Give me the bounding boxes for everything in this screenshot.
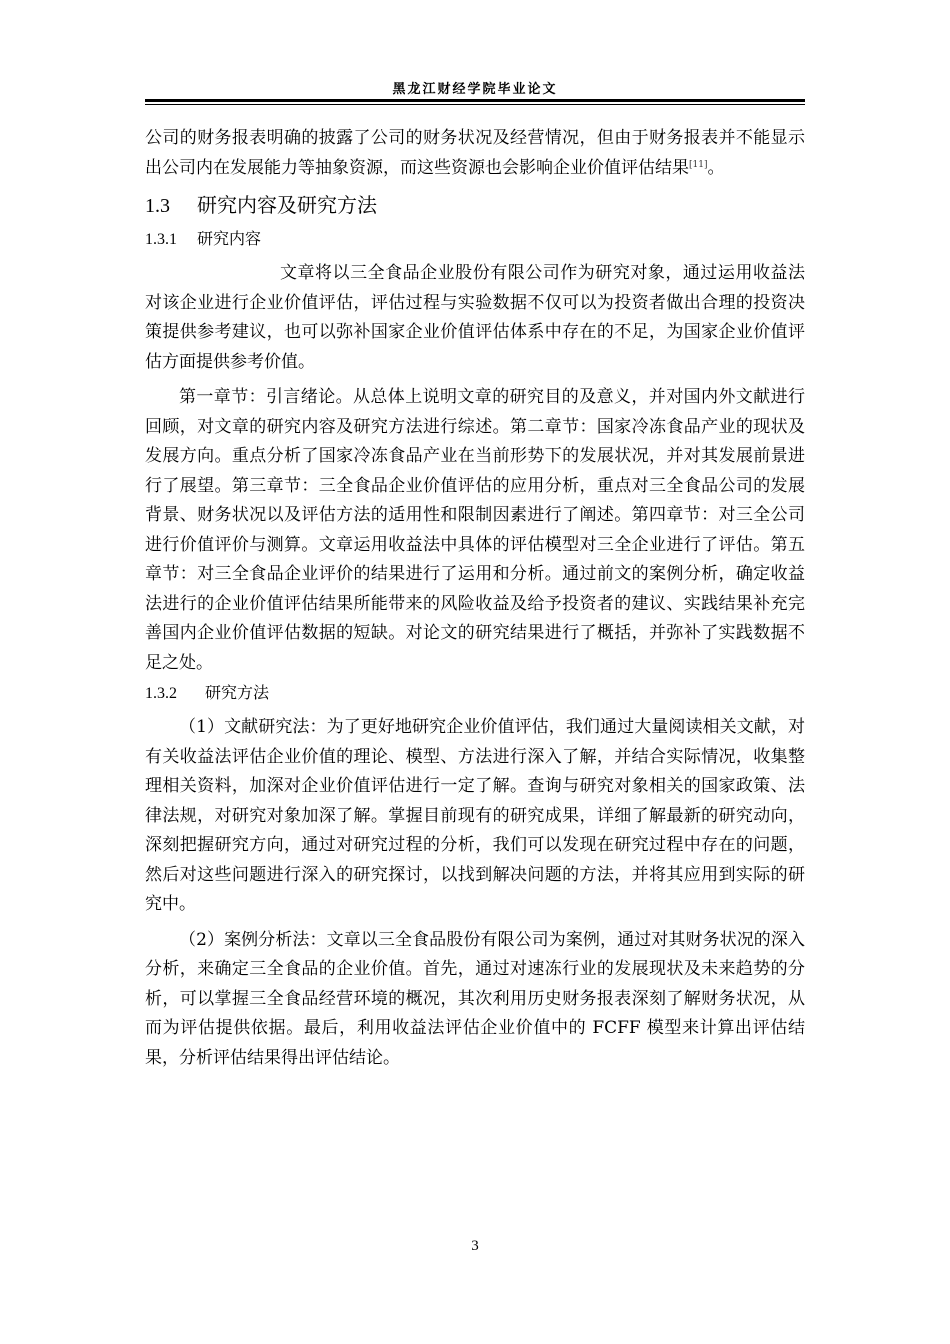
section-title: 研究内容及研究方法 [197, 193, 377, 217]
header-rule-thick [145, 99, 805, 102]
section-heading-1-3-1 [145, 224, 805, 255]
running-header: 黑龙江财经学院毕业论文 [392, 82, 558, 97]
paragraph-end: 。 [707, 157, 725, 178]
section-heading-1-3 [145, 189, 805, 222]
paragraph-literature-method: （1）文献研究法：为了更好地研究企业价值评估，我们通过大量阅读相关文献，对有关收益法评估企业价值的理论、模型、方法进行深入了解，并结合实际情况，收集整理相关资料，加深对企业价值评估进行一定了解。查询与研究对象相关的国家政策、法律法规，对研究对象加深了解。掌握目前现有的研究成果，详细了解最新的研究动向，深刻把握研究方向，通过对研究过程的分析，我们可以发现在研究过程中存在的问题，然后对这些问题进行深入的研究探讨，以找到解决问题的方法，并将其应用到实际的研究中。 [145, 717, 805, 914]
paragraph-case-method: （2）案例分析法：文章以三全食品股份有限公司为案例，通过对其财务状况的深入分析，来确定三全食品的企业价值。首先，通过对速冻行业的发展现状及未来趋势的分析，可以掌握三全食品经营环境的概况，其次利用历史财务报表深刻了解财务状况，从而为评估提供依据。最后，利用收益法评估企业价值中的 FCFF 模型来计算出评估结果，分析评估结果得出评估结论。 [145, 929, 805, 1068]
paragraph-text: 公司的财务报表明确的披露了公司的财务状况及经营情况，但由于财务报表并不能显示出公司内在发展能力等抽象资源，而这些资源也会影响企业价值评估结果 [145, 128, 805, 178]
paragraph-chapter-overview: 第一章节：引言绪论。从总体上说明文章的研究目的及意义，并对国内外文献进行回顾，对文章的研究内容及研究方法进行综述。第二章节：国家冷冻食品产业的现状及发展方向。重点分析了国家冷冻食品产业在当前形势下的发展状况，并对其发展前景进行了展望。第三章节：三全食品企业价值评估的应用分析，重点对三全食品公司的发展背景、财务状况以及评估方法的适用性和限制因素进行了阐述。第四章节：对三全公司进行价值评价与测算。文章运用收益法中具体的评估模型对三全企业进行了评估。第五章节：对三全食品企业评价的结果进行了运用和分析。通过前文的案例分析，确定收益法进行的企业价值评估结果所能带来的风险收益及给予投资者的建议、实践结果补充完善国内企业价值评估数据的短缺。对论文的研究结果进行了概括，并弥补了实践数据不足之处。 [145, 387, 805, 673]
section-number: 1.3.2 [145, 685, 177, 702]
section-heading-1-3-2 [145, 678, 805, 709]
header-rule-thin [145, 104, 805, 105]
page-number: 3 [471, 1238, 479, 1254]
section-number: 1.3.1 [145, 231, 177, 248]
paragraph-continued [145, 124, 805, 183]
page-body [145, 124, 805, 1073]
section-title: 研究方法 [205, 683, 270, 702]
section-number: 1.3 [145, 195, 170, 217]
paragraph-research-content: 文章将以三全食品企业股份有限公司作为研究对象，通过运用收益法对该企业进行企业价值评估，评估过程与实验数据不仅可以为投资者做出合理的投资决策提供参考建议，也可以弥补国家企业价值评估体系中存在的不足，为国家企业价值评估方面提供参考价值。 [145, 263, 805, 372]
citation-marker: [11] [689, 159, 708, 170]
section-title: 研究内容 [197, 229, 262, 248]
